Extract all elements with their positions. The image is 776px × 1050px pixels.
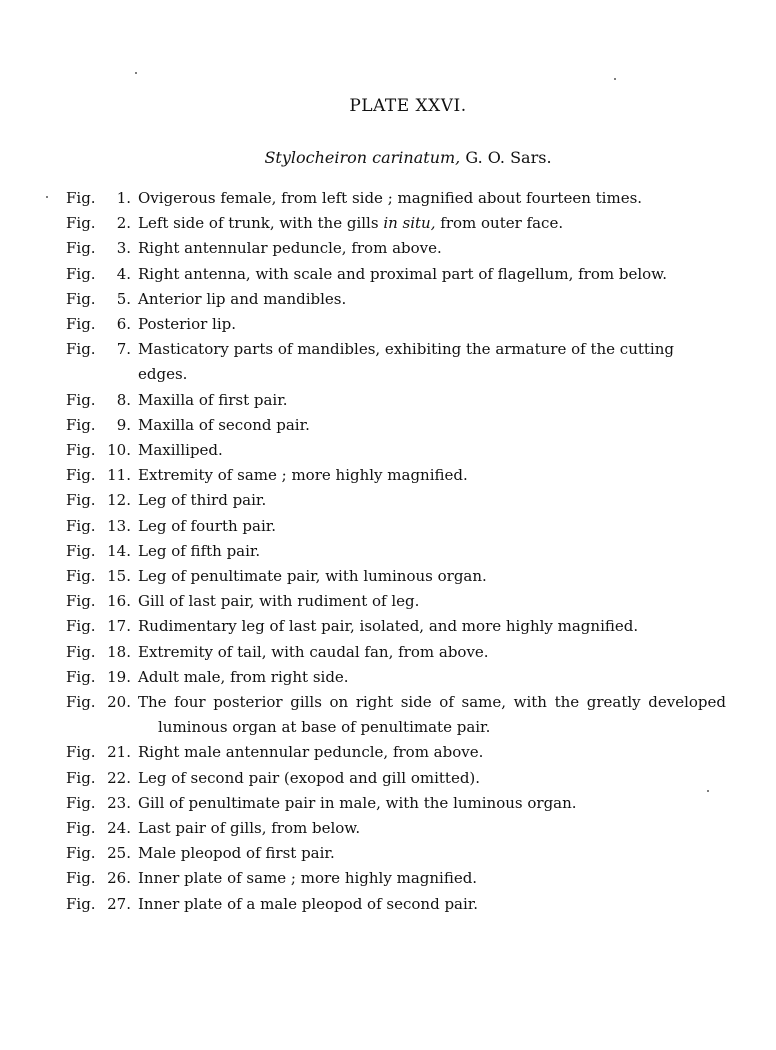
description-text: from outer face. <box>435 214 564 233</box>
species-name: Stylocheiron carinatum, <box>264 148 461 167</box>
figure-item <box>66 614 726 639</box>
figure-item <box>66 337 726 387</box>
print-speck <box>135 72 137 74</box>
figure-number: 11. <box>107 466 131 485</box>
figure-label: Fig. <box>66 289 96 308</box>
figure-label: Fig. <box>66 390 96 409</box>
figure-item <box>66 463 726 488</box>
figure-number: 7. <box>116 340 131 359</box>
figure-description: Extremity of same ; more highly magnified. <box>138 466 468 485</box>
figure-description: Right antenna, with scale and proximal part of flagellum, from below. <box>138 264 667 283</box>
plate-subtitle <box>0 148 776 167</box>
figure-label: Fig. <box>66 642 96 661</box>
print-speck <box>46 196 48 198</box>
figure-description: Leg of fifth pair. <box>138 541 261 560</box>
figure-item <box>66 589 726 614</box>
figure-item <box>66 791 726 816</box>
figure-label: Fig. <box>66 315 96 334</box>
figure-item <box>66 287 726 312</box>
figure-description: Adult male, from right side. <box>138 667 349 686</box>
figure-description: Inner plate of same ; more highly magnified. <box>138 869 478 888</box>
figure-item <box>66 438 726 463</box>
figure-label: Fig. <box>66 894 96 913</box>
figure-description: Right antennular peduncle, from above. <box>138 239 442 258</box>
figure-label: Fig. <box>66 819 96 838</box>
figure-item <box>66 866 726 891</box>
figure-number: 22. <box>107 768 131 787</box>
figure-label: Fig. <box>66 567 96 586</box>
figure-number: 25. <box>107 844 131 863</box>
figure-number: 17. <box>107 617 131 636</box>
plate-title: PLATE XXVI. <box>349 96 467 116</box>
figure-item <box>66 388 726 413</box>
figure-number: 13. <box>107 516 131 535</box>
figure-list <box>66 186 726 917</box>
figure-description: Masticatory parts of mandibles, exhibiting the armature of the cutting edges. <box>138 340 674 384</box>
description-continuation: luminous organ at base of penultimate pair. <box>158 718 491 737</box>
figure-number: 16. <box>107 592 131 611</box>
figure-label: Fig. <box>66 541 96 560</box>
figure-label: Fig. <box>66 693 96 712</box>
figure-item <box>66 892 726 917</box>
figure-description: Gill of penultimate pair in male, with the luminous organ. <box>138 793 577 812</box>
figure-item <box>66 690 726 740</box>
figure-description: Ovigerous female, from left side ; magnified about fourteen times. <box>138 189 643 207</box>
figure-item <box>66 262 726 287</box>
figure-label: Fig. <box>66 768 96 787</box>
figure-label: Fig. <box>66 869 96 888</box>
description-italic: in situ, <box>383 214 436 233</box>
figure-number: 19. <box>107 667 131 686</box>
figure-number: 14. <box>107 541 131 560</box>
figure-label: Fig. <box>66 516 96 535</box>
figure-item <box>66 665 726 690</box>
figure-description <box>132 690 726 740</box>
figure-description: Maxilla of first pair. <box>138 390 288 409</box>
figure-number: 4. <box>116 264 131 283</box>
figure-item <box>66 211 726 236</box>
figure-number: 20. <box>107 693 131 712</box>
figure-number: 8. <box>116 390 131 409</box>
figure-label: Fig. <box>66 592 96 611</box>
figure-description: Gill of last pair, with rudiment of leg. <box>138 592 420 611</box>
figure-label: Fig. <box>66 844 96 863</box>
figure-item <box>66 186 726 211</box>
figure-description: Male pleopod of first pair. <box>138 844 335 863</box>
figure-label: Fig. <box>66 743 96 762</box>
figure-number: 21. <box>107 743 131 762</box>
figure-number: 15. <box>107 567 131 586</box>
figure-item <box>66 640 726 665</box>
figure-label: Fig. <box>66 189 96 207</box>
figure-description: Maxilla of second pair. <box>138 415 310 434</box>
figure-description: Inner plate of a male pleopod of second pair. <box>138 894 479 913</box>
figure-item <box>66 312 726 337</box>
figure-description: Leg of fourth pair. <box>138 516 277 535</box>
figure-label: Fig. <box>66 239 96 258</box>
figure-description: Posterior lip. <box>138 315 237 334</box>
figure-label: Fig. <box>66 466 96 485</box>
figure-item <box>66 766 726 791</box>
figure-item <box>66 514 726 539</box>
figure-number: 3. <box>116 239 131 258</box>
figure-description: Anterior lip and mandibles. <box>138 289 347 308</box>
figure-label: Fig. <box>66 264 96 283</box>
figure-number: 2. <box>116 214 131 233</box>
description-text: Left side of trunk, with the gills <box>138 214 384 233</box>
figure-label: Fig. <box>66 491 96 510</box>
figure-description: Leg of second pair (exopod and gill omitted). <box>138 768 481 787</box>
figure-label: Fig. <box>66 214 96 233</box>
figure-number: 26. <box>107 869 131 888</box>
figure-item <box>66 564 726 589</box>
figure-number: 10. <box>107 441 131 460</box>
figure-description: Extremity of tail, with caudal fan, from above. <box>138 642 489 661</box>
figure-label: Fig. <box>66 793 96 812</box>
figure-number: 18. <box>107 642 131 661</box>
figure-description: Leg of third pair. <box>138 491 267 510</box>
species-authority: G. O. Sars. <box>465 148 552 167</box>
figure-description: Maxilliped. <box>138 441 223 460</box>
figure-number: 27. <box>107 894 131 913</box>
figure-number: 12. <box>107 491 131 510</box>
figure-item <box>66 816 726 841</box>
print-speck <box>614 78 616 80</box>
figure-description: Leg of penultimate pair, with luminous organ. <box>138 567 487 586</box>
figure-number: 6. <box>116 315 131 334</box>
figure-item <box>66 841 726 866</box>
figure-label: Fig. <box>66 667 96 686</box>
figure-item <box>66 413 726 438</box>
figure-description: Rudimentary leg of last pair, isolated, and more highly magnified. <box>138 617 639 636</box>
figure-number: 23. <box>107 793 131 812</box>
figure-description: Last pair of gills, from below. <box>138 819 361 838</box>
figure-number: 9. <box>116 415 131 434</box>
figure-number: 24. <box>107 819 131 838</box>
figure-label: Fig. <box>66 415 96 434</box>
figure-item <box>66 539 726 564</box>
figure-description <box>132 211 726 236</box>
figure-label: Fig. <box>66 617 96 636</box>
figure-item <box>66 488 726 513</box>
figure-number: 5. <box>116 289 131 308</box>
figure-description: Right male antennular peduncle, from above. <box>138 743 484 762</box>
figure-item <box>66 236 726 261</box>
figure-label: Fig. <box>66 340 96 359</box>
figure-label: Fig. <box>66 441 96 460</box>
figure-number: 1. <box>116 189 131 207</box>
figure-item <box>66 740 726 765</box>
description-line: The four posterior gills on right side of same, with the greatly developed <box>138 693 726 712</box>
